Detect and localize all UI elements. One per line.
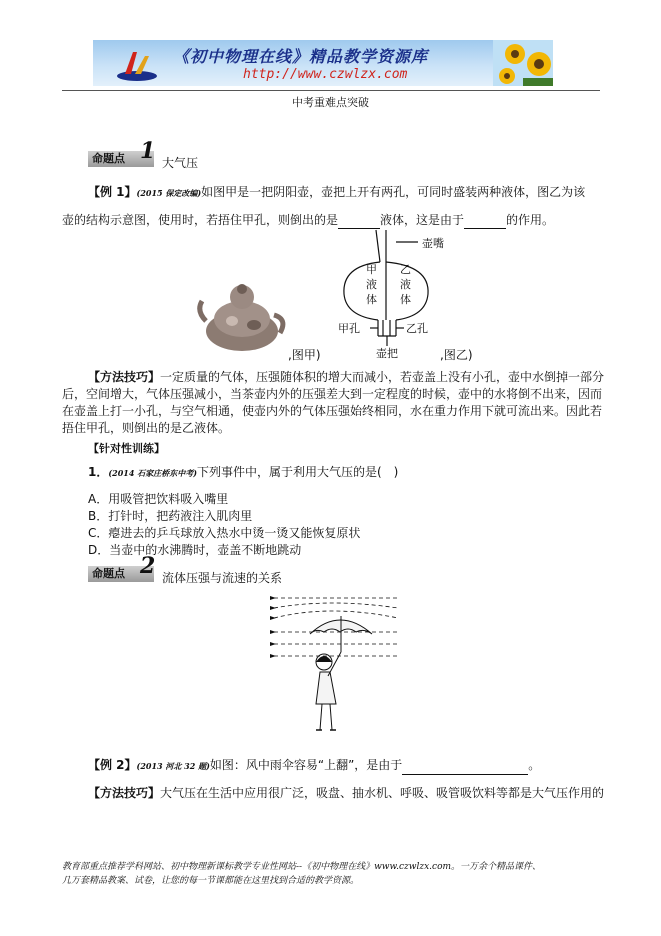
banner-title: 《初中物理在线》精品教学资源库 [173, 47, 429, 66]
site-logo-icon [115, 46, 159, 82]
example1-line2 [62, 212, 554, 229]
method2-label: 【方法技巧】 [88, 786, 161, 800]
example1-text2b: 液体，这是由于 [380, 213, 465, 227]
header-banner [93, 40, 553, 86]
option-d[interactable]: D．当壶中的水沸腾时，壶盖不断地跳动 [88, 543, 302, 557]
section-tag-label: 命题点 [92, 567, 125, 580]
figure-caption-right: ,图乙) [440, 348, 473, 362]
label-jia-hole: 甲孔 [338, 322, 360, 335]
label-jia-liquid: 甲液体 [366, 263, 377, 306]
section-tag-1 [88, 138, 156, 167]
page-subtitle: 中考重难点突破 [292, 96, 369, 109]
question1-text: 下列事件中，属于利用大气压的是( ) [196, 465, 399, 479]
label-spout: 壶嘴 [422, 237, 444, 250]
answer-blank-2[interactable] [464, 216, 506, 229]
example1-line1 [88, 184, 585, 202]
section-tag-number: 2 [140, 553, 156, 579]
method1-line3: 在壶盖上打一小孔，与空气相通，使壶内外的气体压强始终相同，水在重力作用下就可流出来。因此若 [62, 404, 603, 418]
sunflower-icon [493, 40, 553, 86]
example1-text1: 如图甲是一把阴阳壶，壶把上开有两孔，可同时盛装两种液体，图乙为该 [201, 185, 586, 199]
example2-source: (2013 河北 32 题) [136, 761, 210, 771]
example2-line [88, 757, 540, 775]
option-a[interactable]: A．用吸管把饮料吸入嘴里 [88, 492, 229, 506]
example1-text2c: 的作用。 [506, 213, 555, 227]
question1-source: (2014 石家庄桥东中考) [108, 468, 197, 478]
footer-line2: 几万套精品教案、试卷，让您的每一节课都能在这里找到合适的教学资源。 [62, 876, 360, 886]
figure-caption-left: ,图甲) [288, 348, 321, 362]
method1-text1: 一定质量的气体，压强随体积的增大而减小，若壶盖上没有小孔，壶中水倒掉一部分 [160, 370, 605, 384]
method1-label: 【方法技巧】 [88, 370, 161, 384]
section-tag-2 [88, 553, 156, 582]
example2-label: 【例 2】 [88, 758, 137, 772]
footer-line1: 教育部重点推荐学科网站、初中物理新课标教学专业性网站--《初中物理在线》www.czwlzx.com。一万余个精品课件、 [62, 862, 542, 872]
method1-line4: 捂住甲孔，则倒出的是乙液体。 [62, 421, 231, 435]
question1-stem [88, 464, 398, 482]
method1-line2: 后，空间增大，气体压强减小，当茶壶内外的压强差大到一定程度的时候，壶中的水将倒不出来，因而 [62, 387, 603, 401]
option-c[interactable]: C．瘪进去的乒乓球放入热水中烫一烫又能恢复原状 [88, 526, 361, 540]
label-yi-liquid: 乙液体 [400, 263, 411, 306]
header-divider [62, 90, 600, 91]
method1-line1 [88, 369, 604, 386]
teapot-photo [196, 275, 286, 355]
question1-number: 1． [88, 465, 109, 479]
section-caption-2: 流体压强与流速的关系 [162, 571, 283, 585]
section-tag-label: 命题点 [92, 152, 125, 165]
example2-end: 。 [528, 758, 541, 772]
option-b[interactable]: B．打针时，把药液注入肌肉里 [88, 509, 253, 523]
example2-text: 如图：风中雨伞容易“上翻”，是由于 [209, 758, 403, 772]
method2-text: 大气压在生活中应用很广泛，吸盘、抽水机、呼吸、吸管吸饮料等都是大气压作用的 [160, 786, 605, 800]
method2-line [88, 785, 604, 802]
example1-label: 【例 1】 [88, 185, 137, 199]
umbrella-wind-figure [270, 592, 410, 742]
section-tag-number: 1 [140, 138, 156, 164]
answer-blank-3[interactable] [402, 762, 528, 775]
section-caption-1: 大气压 [162, 156, 199, 170]
training-label: 【针对性训练】 [88, 442, 165, 455]
label-yi-hole: 乙孔 [406, 322, 428, 335]
page-footer [62, 860, 602, 888]
banner-url: http://www.czwlzx.com [243, 67, 408, 82]
example1-text2a: 壶的结构示意图，使用时，若捂住甲孔，则倒出的是 [62, 213, 339, 227]
label-handle: 壶把 [376, 347, 398, 360]
example1-source: (2015 保定改编) [136, 188, 202, 198]
